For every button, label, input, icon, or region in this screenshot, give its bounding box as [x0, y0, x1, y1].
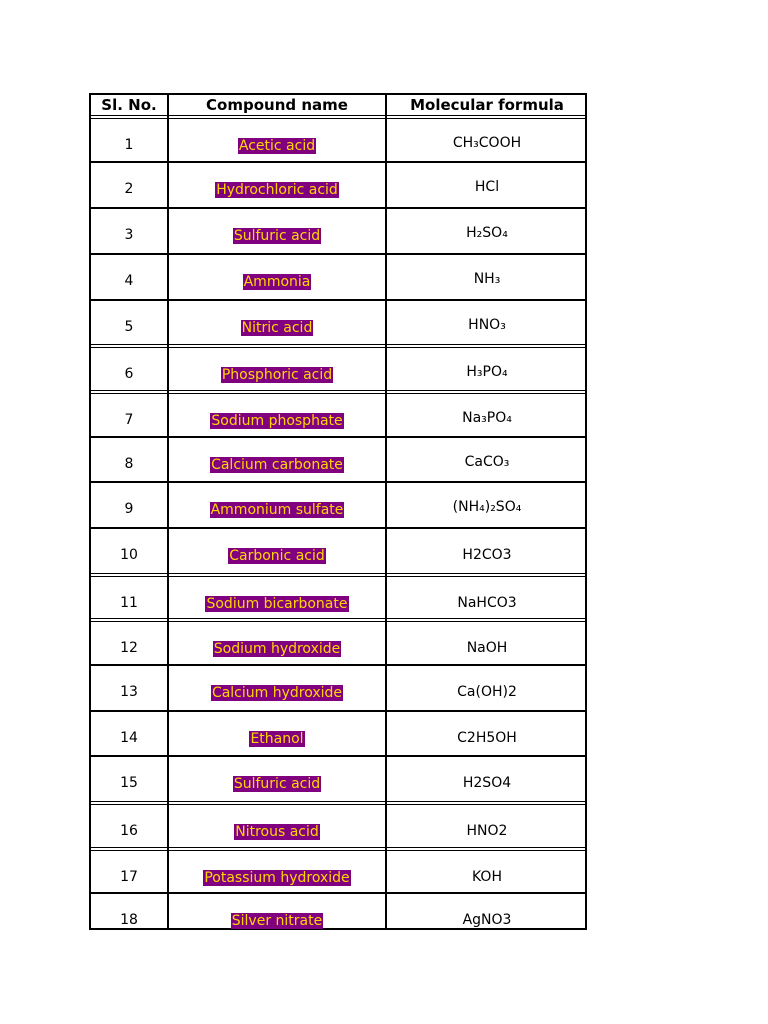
compound-name: Sulfuric acid — [233, 776, 321, 792]
table-row — [91, 390, 585, 436]
compound-name-cell — [169, 776, 385, 792]
compound-name-cell — [169, 913, 385, 929]
molecular-formula: NaOH — [466, 640, 508, 656]
table-row — [91, 207, 585, 253]
molecular-formula: Na₃PO₄ — [462, 410, 512, 426]
molecular-formula: AgNO3 — [462, 912, 512, 928]
compound-name-cell — [169, 502, 385, 518]
serial-number: 3 — [124, 227, 134, 243]
compound-name-cell — [169, 138, 385, 154]
compound-name-cell — [169, 228, 385, 244]
compound-name-cell — [169, 182, 385, 198]
compound-name-cell — [169, 320, 385, 336]
compound-name: Potassium hydroxide — [204, 870, 350, 886]
table-row — [91, 481, 585, 527]
serial-number: 8 — [124, 456, 134, 472]
molecular-formula: (NH₄)₂SO₄ — [452, 499, 522, 515]
compound-name-cell — [169, 457, 385, 473]
molecular-formula: HNO2 — [466, 823, 508, 839]
compound-name-cell — [169, 548, 385, 564]
compound-name-cell — [169, 641, 385, 657]
compound-name-cell — [169, 367, 385, 383]
table-row — [91, 618, 585, 664]
compound-name-cell — [169, 274, 385, 290]
table-row — [91, 573, 585, 619]
compound-name: Ammonia — [243, 274, 311, 290]
molecular-formula: CH₃COOH — [452, 135, 522, 151]
serial-number: 13 — [120, 684, 138, 700]
table-row — [91, 755, 585, 801]
compound-name: Sodium phosphate — [211, 413, 343, 429]
serial-number: 2 — [124, 181, 134, 197]
compound-name-cell — [169, 413, 385, 429]
table-row — [91, 344, 585, 390]
table-row — [91, 299, 585, 345]
serial-number: 6 — [124, 366, 134, 382]
compound-name: Sodium hydroxide — [213, 641, 341, 657]
header-molecular-formula: Molecular formula — [410, 96, 564, 114]
serial-number: 14 — [120, 730, 138, 746]
molecular-formula: H2CO3 — [462, 547, 512, 563]
molecular-formula: H2SO4 — [462, 775, 512, 791]
molecular-formula: Ca(OH)2 — [457, 684, 517, 700]
compound-name: Nitrous acid — [235, 824, 319, 840]
serial-number: 12 — [120, 640, 138, 656]
molecular-formula: H₃PO₄ — [466, 364, 508, 380]
molecular-formula: H₂SO₄ — [466, 225, 508, 241]
compound-name: Sulfuric acid — [233, 228, 321, 244]
column-divider — [385, 95, 387, 928]
molecular-formula: NH₃ — [473, 271, 501, 287]
serial-number: 18 — [120, 912, 138, 928]
compound-name: Carbonic acid — [229, 548, 325, 564]
serial-number: 17 — [120, 869, 138, 885]
compound-name-cell — [169, 870, 385, 886]
compound-name: Silver nitrate — [231, 913, 323, 929]
table-row — [91, 847, 585, 893]
header-compound-name: Compound name — [206, 96, 348, 114]
compound-name-cell — [169, 596, 385, 612]
serial-number: 10 — [120, 547, 138, 563]
table-row — [91, 527, 585, 573]
compound-name: Hydrochloric acid — [216, 182, 338, 198]
serial-number: 7 — [124, 412, 134, 428]
serial-number: 4 — [124, 273, 134, 289]
compound-name: Calcium carbonate — [211, 457, 343, 473]
compound-name-cell — [169, 685, 385, 701]
serial-number: 5 — [124, 319, 134, 335]
compound-name: Ammonium sulfate — [210, 502, 344, 518]
table-row — [91, 436, 585, 482]
serial-number: 16 — [120, 823, 138, 839]
compound-table — [89, 93, 587, 930]
compound-name: Acetic acid — [238, 138, 316, 154]
serial-number: 1 — [124, 137, 134, 153]
table-row — [91, 801, 585, 847]
serial-number: 9 — [124, 501, 134, 517]
molecular-formula: HNO₃ — [468, 317, 506, 333]
compound-name: Ethanol — [250, 731, 304, 747]
compound-name: Nitric acid — [241, 320, 313, 336]
table-row — [91, 253, 585, 299]
table-row — [91, 664, 585, 710]
column-divider — [167, 95, 169, 928]
serial-number: 15 — [120, 775, 138, 791]
compound-name: Phosphoric acid — [221, 367, 333, 383]
molecular-formula: CaCO₃ — [464, 454, 510, 470]
table-row — [91, 710, 585, 756]
compound-name: Calcium hydroxide — [211, 685, 343, 701]
table-row — [91, 892, 585, 938]
table-row — [91, 161, 585, 207]
table-header — [91, 95, 585, 116]
molecular-formula: NaHCO3 — [457, 595, 517, 611]
molecular-formula: KOH — [472, 869, 502, 885]
table-row — [91, 115, 585, 161]
serial-number: 11 — [120, 595, 138, 611]
molecular-formula: C2H5OH — [457, 730, 517, 746]
molecular-formula: HCl — [474, 179, 500, 195]
compound-name-cell — [169, 731, 385, 747]
compound-name-cell — [169, 824, 385, 840]
header-sl-no: Sl. No. — [101, 96, 157, 114]
compound-name: Sodium bicarbonate — [206, 596, 348, 612]
